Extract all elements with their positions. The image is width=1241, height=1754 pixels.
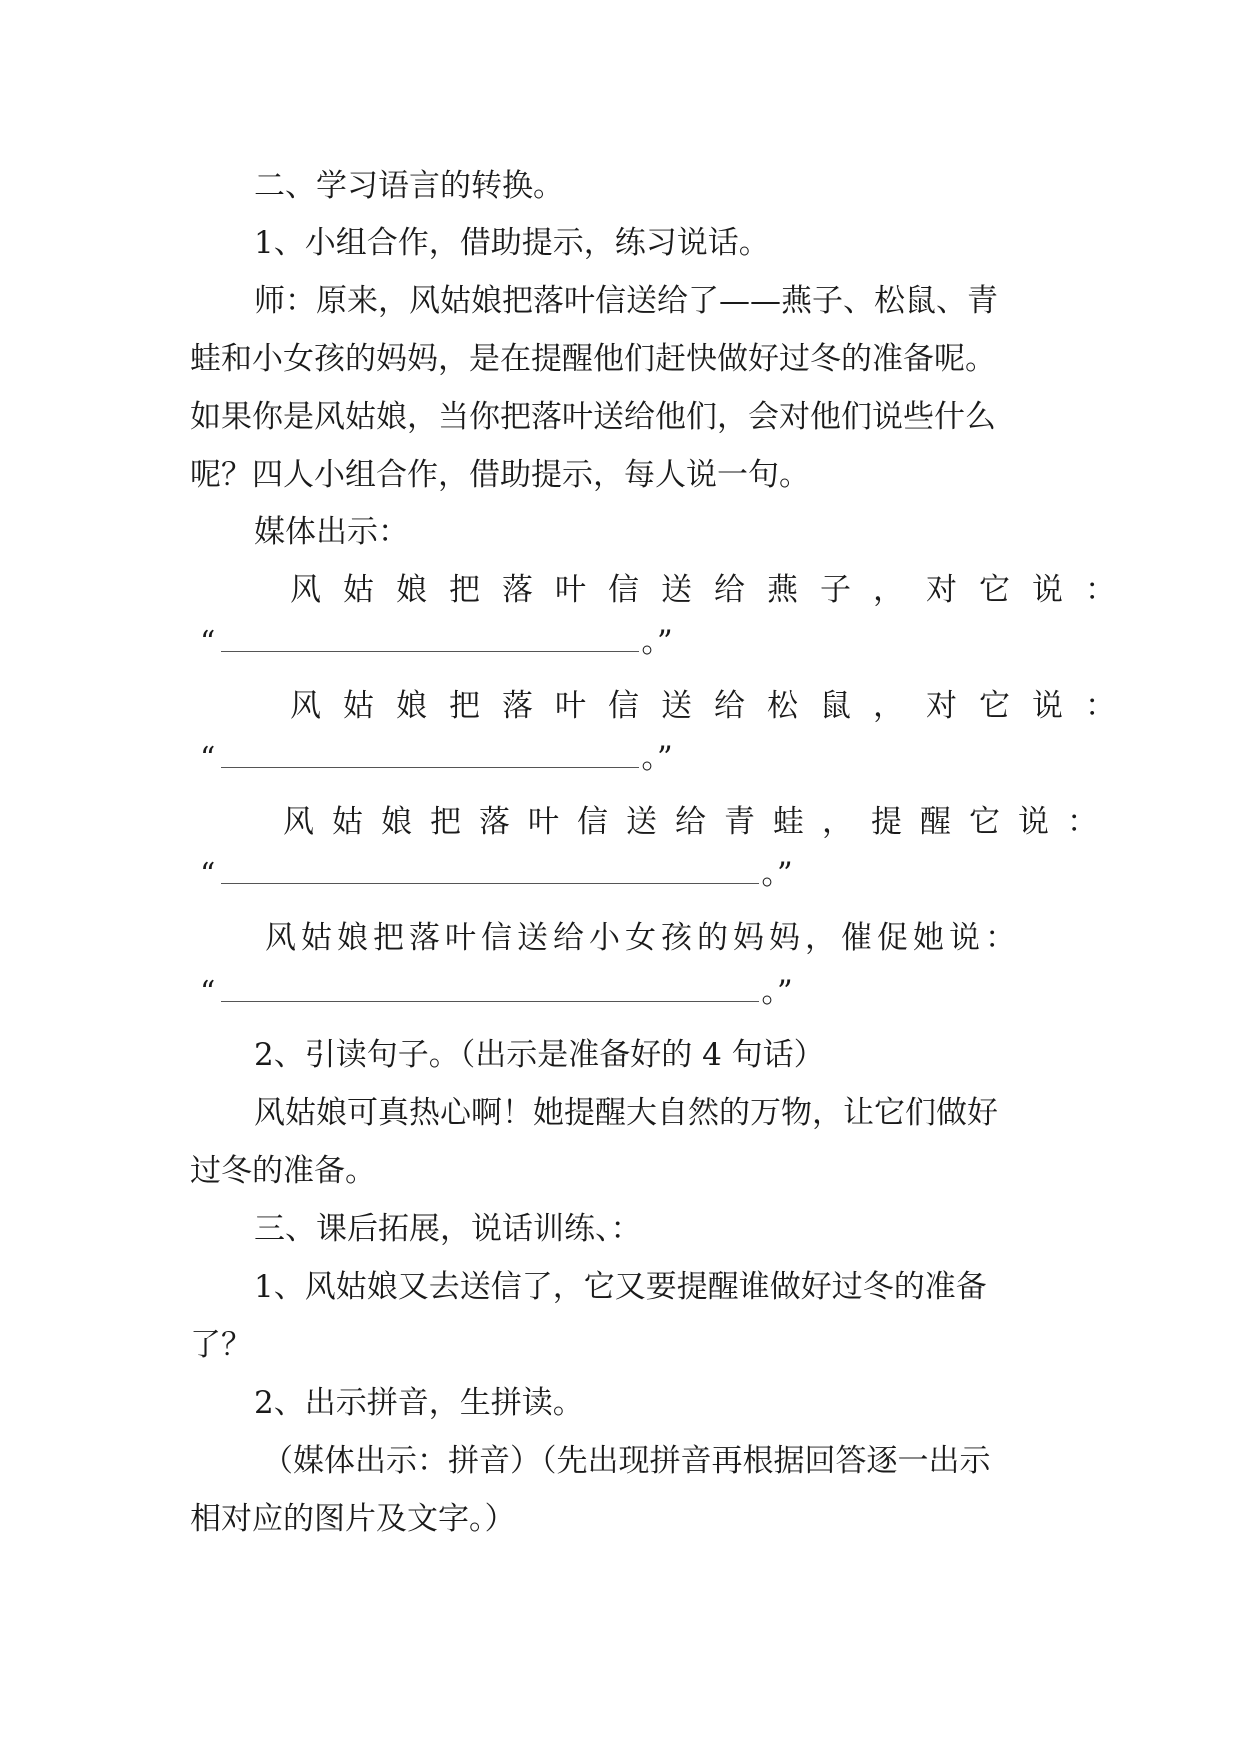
paragraph-line: 呢？四人小组合作，借助提示，每人说一句。 — [190, 457, 810, 493]
prompt-line: 风姑娘把落叶信送给燕子，对它说： — [290, 572, 1138, 608]
close-quote: 。” — [641, 740, 673, 776]
open-quote: “ — [200, 625, 216, 660]
blank-underline — [221, 745, 639, 768]
answer-blank — [200, 972, 793, 1013]
section-heading-2: 二、学习语言的转换。 — [254, 168, 564, 204]
close-quote: 。” — [641, 624, 673, 660]
blank-underline — [221, 861, 759, 884]
paragraph-line: 如果你是风姑娘，当你把落叶送给他们，会对他们说些什么 — [190, 399, 996, 435]
prompt-line: 风姑娘把落叶信送给青蛙，提醒它说： — [283, 804, 1116, 840]
step-heading: 2、引读句子。（出示是准备好的 4 句话） — [254, 1037, 825, 1073]
open-quote: “ — [200, 975, 216, 1010]
step-heading: 1、小组合作，借助提示，练习说话。 — [254, 225, 770, 261]
blank-underline — [221, 629, 639, 652]
step-heading: 2、出示拼音，生拼读。 — [254, 1385, 584, 1421]
paragraph-line: （媒体出示：拼音）（先出现拼音再根据回答逐一出示 — [262, 1443, 991, 1479]
paragraph-line: 蛙和小女孩的妈妈，是在提醒他们赶快做好过冬的准备呢。 — [190, 341, 996, 377]
paragraph-line: 师：原来，风姑娘把落叶信送给了——燕子、松鼠、青 — [254, 283, 998, 319]
prompt-line: 风姑娘把落叶信送给小女孩的妈妈，催促她说： — [265, 920, 1021, 956]
open-quote: “ — [200, 857, 216, 892]
prompt-line: 风姑娘把落叶信送给松鼠，对它说： — [290, 688, 1138, 724]
paragraph-line: 风姑娘可真热心啊！她提醒大自然的万物，让它们做好 — [254, 1095, 998, 1131]
answer-blank — [200, 738, 673, 779]
answer-blank — [200, 622, 673, 663]
blank-underline — [221, 979, 759, 1002]
paragraph-line: 1、风姑娘又去送信了，它又要提醒谁做好过冬的准备 — [254, 1269, 987, 1305]
close-quote: 。” — [761, 974, 793, 1010]
open-quote: “ — [200, 741, 216, 776]
paragraph-line: 相对应的图片及文字。） — [190, 1501, 516, 1537]
section-heading-3: 三、课后拓展，说话训练、： — [254, 1211, 642, 1247]
close-quote: 。” — [761, 856, 793, 892]
media-label: 媒体出示： — [254, 514, 409, 550]
answer-blank — [200, 854, 793, 895]
paragraph-line: 了？ — [190, 1327, 252, 1363]
paragraph-line: 过冬的准备。 — [190, 1153, 376, 1189]
